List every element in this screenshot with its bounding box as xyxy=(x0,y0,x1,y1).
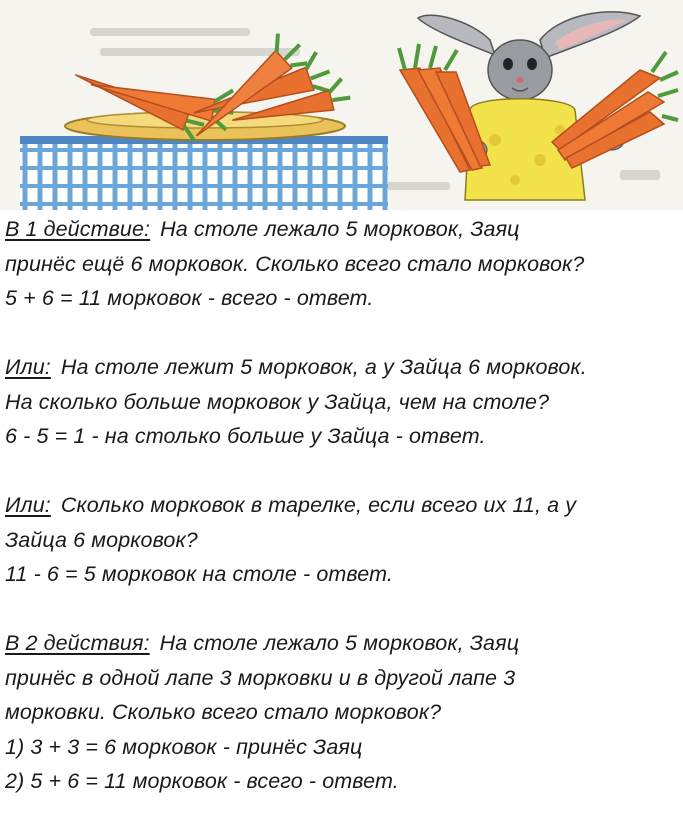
section-2-line-1 xyxy=(5,350,680,385)
tablecloth xyxy=(20,136,388,210)
section-1-text-1: На столе лежало 5 морковок, Заяц xyxy=(160,217,520,241)
section-1-line-1 xyxy=(5,212,680,247)
spacer xyxy=(5,316,680,351)
section-1-line-2: принёс ещё 6 морковок. Сколько всего стало морковок? xyxy=(5,251,585,276)
illustration-svg xyxy=(0,0,683,210)
section-3-text-1: Сколько морковок в тарелке, если всего их 11, а у xyxy=(60,493,577,517)
section-3-line-1 xyxy=(5,488,680,523)
textbook-illustration xyxy=(0,0,683,210)
section-4-line-3: морковки. Сколько всего стало морковок? xyxy=(5,700,442,724)
section-1-line-3: 5 + 6 = 11 морковок - всего - ответ. xyxy=(5,286,374,310)
section-2-text-1: На столе лежит 5 морковок, а у Зайца 6 морковок. xyxy=(60,355,587,379)
solution-text xyxy=(5,212,680,799)
spacer xyxy=(5,592,680,627)
section-4-text-1: На столе лежало 5 морковок, Заяц xyxy=(159,631,520,655)
section-2-heading: Или: xyxy=(5,355,51,379)
section-4-heading: В 2 действия: xyxy=(5,631,150,655)
section-4-line-2: принёс в одной лапе 3 морковки и в другой лапе 3 xyxy=(5,665,516,690)
section-2-line-2: На сколько больше морковок у Зайца, чем на столе? xyxy=(5,389,550,414)
section-4-line-5: 2) 5 + 6 = 11 морковок - всего - ответ. xyxy=(5,769,399,793)
section-2-line-3: 6 - 5 = 1 - на столько больше у Зайца - ответ. xyxy=(5,424,486,448)
section-4-line-1 xyxy=(5,626,680,661)
section-3-line-3: 11 - 6 = 5 морковок на столе - ответ. xyxy=(5,562,393,586)
section-4-line-4: 1) 3 + 3 = 6 морковок - принёс Заяц xyxy=(5,734,363,759)
section-3-line-2: Зайца 6 морковок? xyxy=(5,527,198,552)
section-1-heading: В 1 действие: xyxy=(5,217,151,241)
section-3-heading: Или: xyxy=(5,493,51,517)
spacer xyxy=(5,454,680,489)
